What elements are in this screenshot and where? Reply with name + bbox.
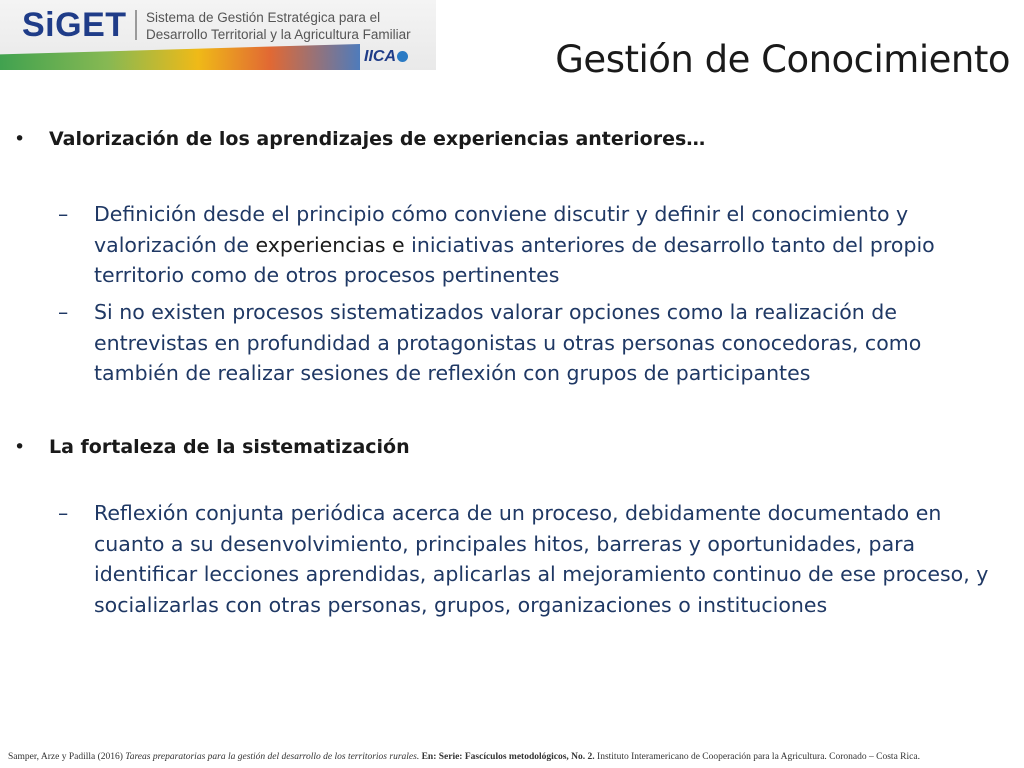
footer-citation [8, 752, 1018, 762]
dash-marker: – [58, 300, 69, 324]
citation-series: En: Serie: Fascículos metodológicos, No. 2. [421, 752, 595, 762]
subitem-definicion [58, 199, 1004, 291]
logo-subtitle-line2: Desarrollo Territorial y la Agricultura Familiar [146, 27, 411, 42]
citation-authors: Samper, Arze y Padilla (2016) [8, 752, 123, 762]
iica-logo-text: IICA [364, 48, 396, 65]
header-banner [0, 0, 436, 70]
subitem-reflexion [58, 498, 1004, 620]
subitem-text: Si no existen procesos sistematizados valorar opciones como la realización de entrevistas en profundidad a protagonistas u otras personas conocedoras, como también de realizar sesiones de reflexión con grupos de participantes [94, 300, 922, 385]
logo-subtitle-line1: Sistema de Gestión Estratégica para el [146, 10, 381, 25]
iica-logo [364, 48, 408, 66]
subitem-text: Reflexión conjunta periódica acerca de un proceso, debidamente documentado en cuanto a su desenvolvimiento, principales hitos, barreras y oportunidades, para identificar lecciones aprendidas, aplicarlas al mejoramiento continuo de ese proceso, y socializarlas con otras personas, grupos, organizaciones o instituciones [94, 501, 989, 617]
logo-divider [135, 10, 137, 40]
logo-subtitle [146, 9, 436, 43]
citation-work: Tareas preparatorias para la gestión del desarrollo de los territorios rurales. [125, 752, 420, 762]
globe-icon [397, 51, 408, 62]
bullet-valorizacion: • Valorización de los aprendizajes de experiencias anteriores… [49, 128, 705, 150]
subitem-text-a: Definición desde el principio cómo conviene discutir y definir el conocimiento y valorización de [94, 202, 909, 257]
subitem-text-d: iniciativas anteriores de desarrollo tanto del propio territorio como de otros procesos pertinentes [94, 232, 935, 287]
bullet-fortaleza: • La fortaleza de la sistematización [49, 436, 410, 458]
slide-title: Gestión de Conocimiento [555, 38, 1010, 81]
siget-logo: SiGET [22, 6, 127, 44]
dash-marker: – [58, 202, 69, 226]
subitem-text-e: e [385, 232, 412, 257]
subitem-procesos [58, 297, 1004, 389]
dash-marker: – [58, 501, 69, 525]
citation-publisher: Instituto Interamericano de Cooperación para la Agricultura. Coronado – Costa Rica. [597, 752, 920, 762]
subitem-text-experiencias: experiencias [255, 232, 386, 257]
color-stripe [0, 44, 360, 70]
